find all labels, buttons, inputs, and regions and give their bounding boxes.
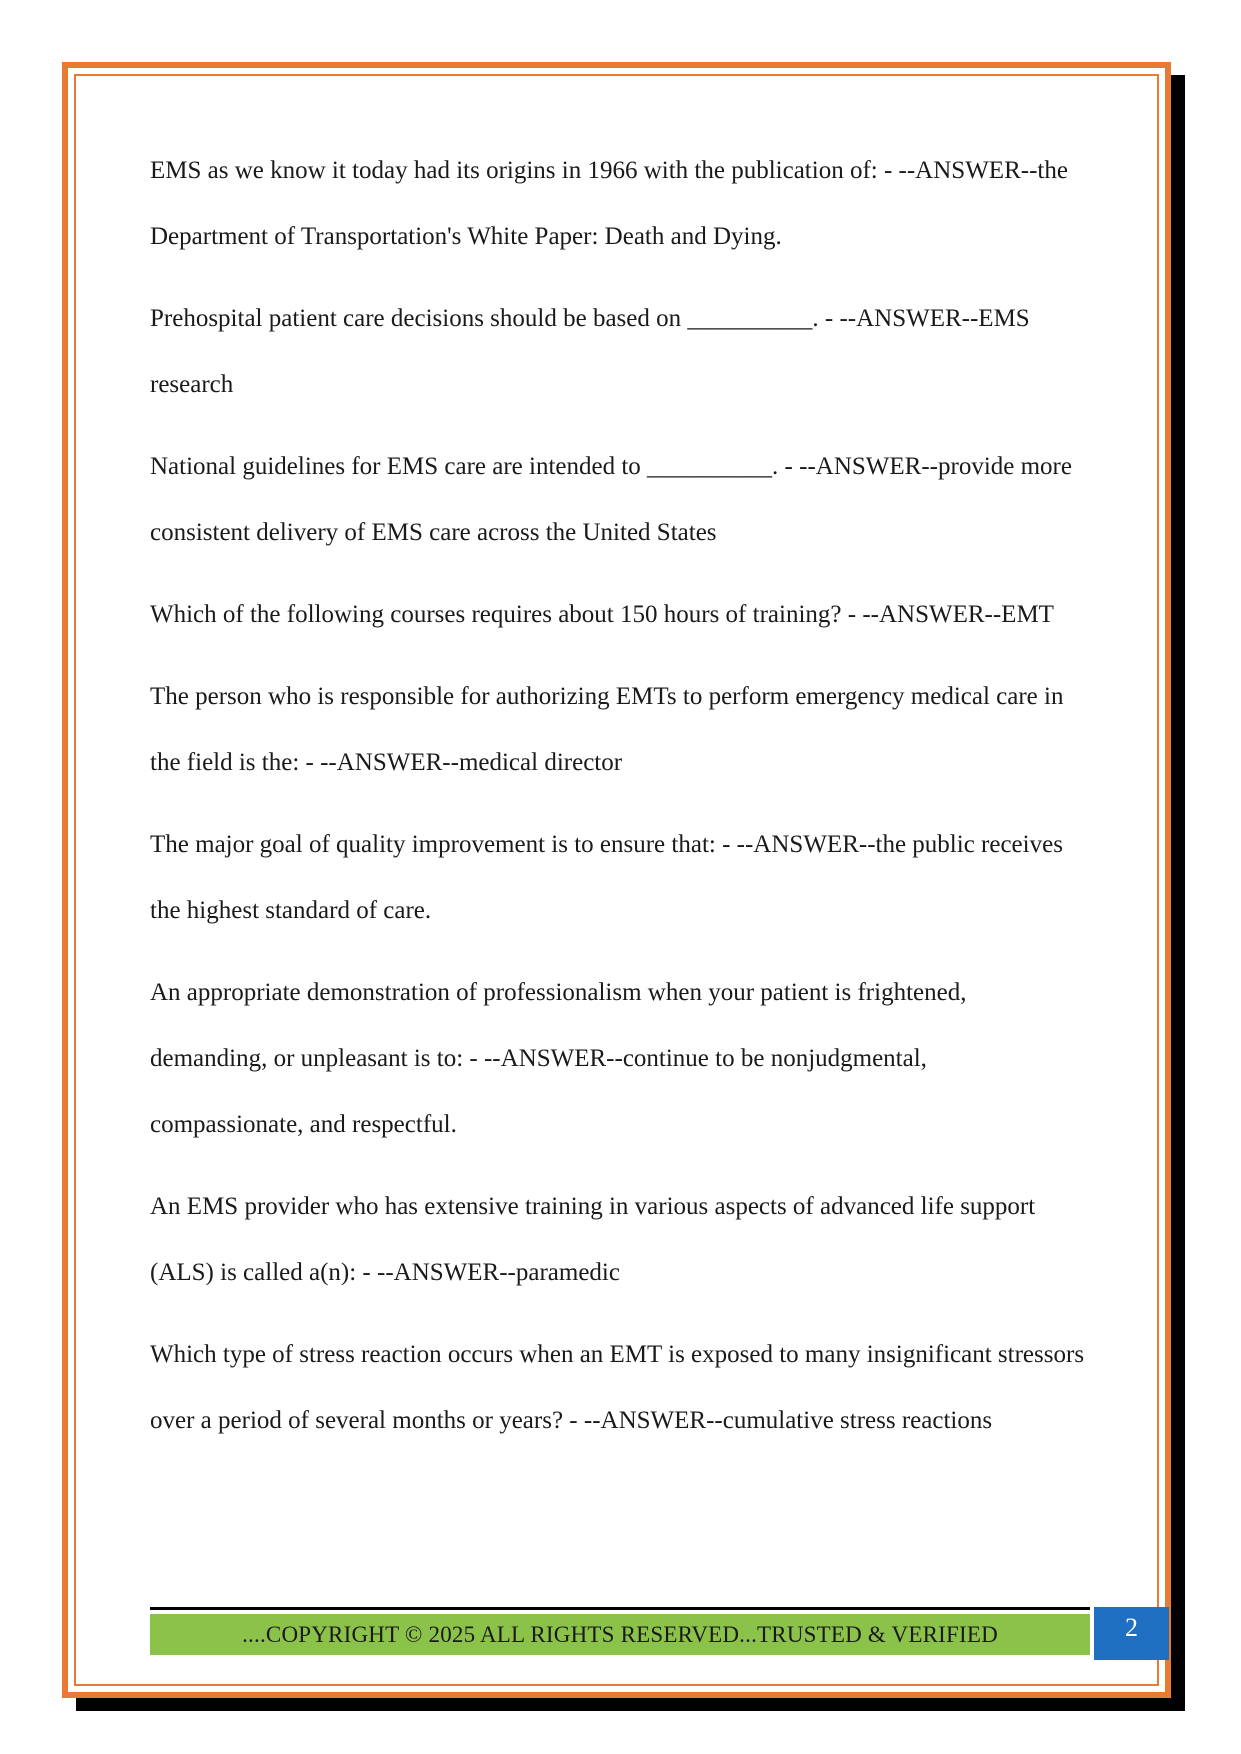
qa-item-8: An EMS provider who has extensive training in various aspects of advanced life support (ALS) is called a(n): - --ANSWER--paramedic	[150, 1193, 1036, 1286]
footer-copyright: ....COPYRIGHT © 2025 ALL RIGHTS RESERVED...TRUSTED & VERIFIED	[150, 1614, 1090, 1655]
qa-item-6: The major goal of quality improvement is to ensure that: - --ANSWER--the public receives the highest standard of care.	[150, 831, 1063, 924]
qa-list	[150, 138, 1085, 1470]
qa-item-3: National guidelines for EMS care are intended to __________. - --ANSWER--provide more consistent delivery of EMS care across the United States	[150, 453, 1072, 546]
qa-item-5: The person who is responsible for authorizing EMTs to perform emergency medical care in the field is the: - --ANSWER--medical director	[150, 683, 1064, 776]
qa-item-9: Which type of stress reaction occurs when an EMT is exposed to many insignificant stressors over a period of several months or years? - --ANSWER--cumulative stress reactions	[150, 1341, 1085, 1434]
qa-item-1: EMS as we know it today had its origins in 1966 with the publication of: - --ANSWER--the Department of Transportation's White Paper: Death and Dying.	[150, 157, 1068, 250]
page-number: 2	[1094, 1607, 1169, 1660]
qa-item-7: An appropriate demonstration of professionalism when your patient is frightened, demanding, or unpleasant is to: - --ANSWER--continue to be nonjudgmental, compassionate, and respectful.	[150, 979, 967, 1138]
qa-item-4: Which of the following courses requires about 150 hours of training? - --ANSWER--EMT	[150, 601, 1054, 628]
footer-divider	[150, 1607, 1090, 1610]
qa-item-2: Prehospital patient care decisions should be based on __________. - --ANSWER--EMS research	[150, 305, 1030, 398]
